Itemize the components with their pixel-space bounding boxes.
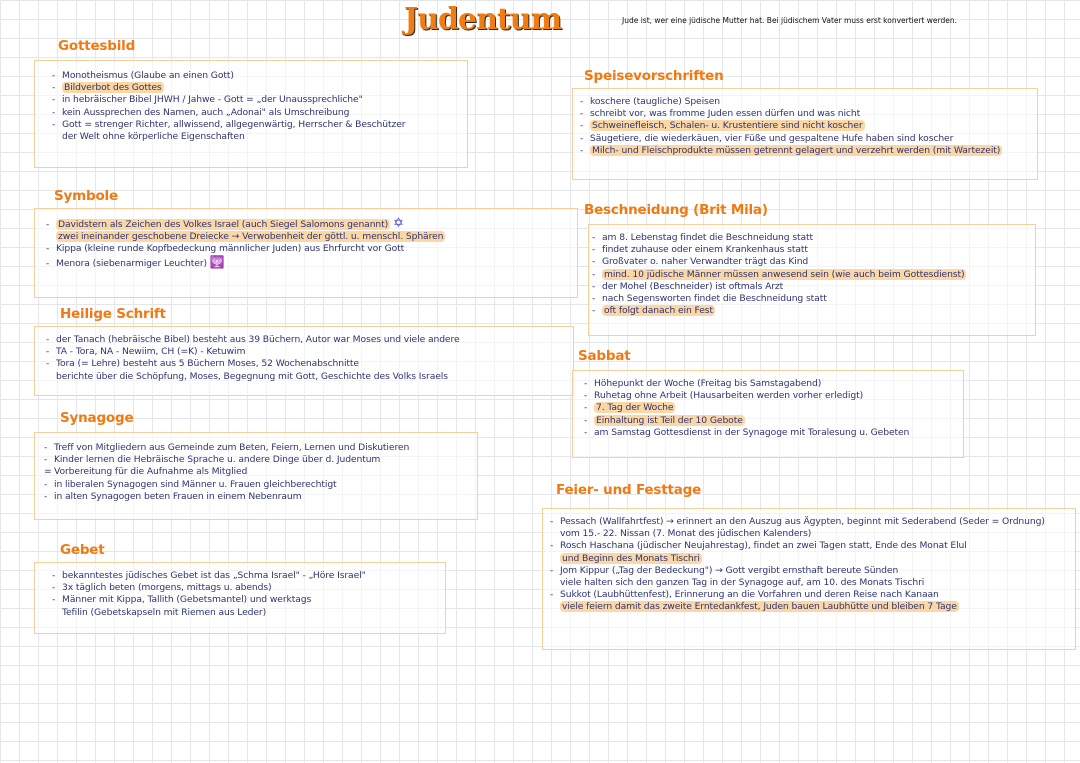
list-item: - kein Aussprechen des Namen, auch „Adonai" als Umschreibung [52, 106, 350, 118]
list-item: - in alten Synagogen beten Frauen in einem Nebenraum [44, 490, 302, 502]
heading-gottesbild: Gottesbild [58, 38, 136, 54]
heading-gebet: Gebet [60, 542, 105, 558]
list-item: - Ruhetag ohne Arbeit (Hausarbeiten werden vorher erledigt) [584, 390, 864, 402]
heading-symbole: Symbole [54, 188, 118, 204]
list-synagoge [44, 442, 409, 503]
heading-synagoge: Synagoge [60, 410, 134, 426]
list-item: - mind. 10 jüdische Männer müssen anwesend sein (wie auch beim Gottesdienst) [592, 268, 965, 280]
list-item: - 7. Tag der Woche [584, 402, 674, 414]
list-heilige-schrift [46, 334, 460, 383]
list-item: der Welt ohne körperliche Eigenschaften [62, 131, 245, 143]
list-item: - Treff von Mitgliedern aus Gemeinde zum Beten, Feiern, Lernen und Diskutieren [44, 442, 410, 453]
list-item: - in liberalen Synagogen sind Männer u. Frauen gleichberechtigt [44, 478, 337, 490]
list-item: - TA - Tora, NA - Newiim, CH (=K) - Ketuwim [46, 346, 246, 358]
list-item: - schreibt vor, was fromme Juden essen dürfen und was nicht [580, 108, 861, 120]
list-sabbat [584, 378, 909, 439]
heading-speisevorschriften: Speisevorschriften [584, 68, 724, 84]
list-item: - Höhepunkt der Woche (Freitag bis Samstagabend) [584, 378, 822, 389]
list-item: - Männer mit Kippa, Tallith (Gebetsmantel) und werktags [52, 594, 312, 606]
list-item: - Tora (= Lehre) besteht aus 5 Büchern Moses, 52 Wochenabschnitte [46, 358, 359, 370]
list-item: - Schweinefleisch, Schalen- u. Krustentiere sind nicht koscher [580, 120, 863, 132]
list-item: - Bildverbot des Gottes [52, 82, 162, 94]
list-gottesbild [52, 70, 405, 143]
list-item: - Kinder lernen die Hebräische Sprache u. andere Dinge über d. Judentum [44, 454, 381, 466]
list-item: - koschere (taugliche) Speisen [580, 96, 721, 107]
list-item: - bekanntestes jüdisches Gebet ist das „Schma Israel" - „Höre Israel" [52, 570, 366, 581]
list-item: - Milch- und Fleischprodukte müssen getrennt gelagert und verzehrt werden (mit Wartezeit) [580, 144, 1001, 156]
list-item: - der Tanach (hebräische Bibel) besteht aus 39 Büchern, Autor war Moses und viele andere [46, 334, 460, 345]
page-title: Judentum [404, 2, 562, 37]
heading-feiertage: Feier- und Festtage [556, 482, 702, 498]
list-item: - der Mohel (Beschneider) ist oftmals Arzt [592, 280, 784, 292]
list-item: viele feiern damit das zweite Erntedankfest, Juden bauen Laubhütte und bleiben 7 Tage [562, 601, 957, 613]
list-item: - Pessach (Wallfahrtfest) → erinnert an den Auszug aus Ägypten, beginnt mit Sederabend (Seder = Ordnung) [550, 516, 1045, 527]
heading-beschneidung: Beschneidung (Brit Mila) [584, 202, 768, 218]
list-item: - in hebräischer Bibel JHWH / Jahwe - Gott = „der Unaussprechliche" [52, 94, 363, 106]
list-item: zwei ineinander geschobene Dreiecke → Verwobenheit der göttl. u. menschl. Sphären [58, 231, 444, 243]
list-item: - Sukkot (Laubhüttenfest), Erinnerung an die Vorfahren und deren Reise nach Kanaan [550, 589, 939, 601]
list-feiertage [550, 516, 1045, 614]
list-item: berichte über die Schöpfung, Moses, Begegnung mit Gott, Geschichte des Volks Israels [56, 370, 448, 382]
list-item: - Kippa (kleine runde Kopfbedeckung männlicher Juden) aus Ehrfurcht vor Gott [46, 243, 405, 255]
list-item: - Menora (siebenarmiger Leuchter) 🕎 [46, 254, 225, 269]
star-of-david-icon: ✡ [392, 216, 404, 231]
list-item: = Vorbereitung für die Aufnahme als Mitglied [44, 466, 248, 478]
list-item: - Rosch Haschana (jüdischer Neujahrestag), findet an zwei Tagen statt, Ende des Monat Elul [550, 540, 967, 552]
list-item: - Jom Kippur („Tag der Bedeckung") → Gott vergibt ernsthaft bereute Sünden [550, 564, 899, 576]
list-item: - am Samstag Gottesdienst in der Synagoge mit Toralesung u. Gebeten [584, 426, 910, 438]
heading-heilige-schrift: Heilige Schrift [60, 306, 166, 322]
list-item: Tefilin (Gebetskapseln mit Riemen aus Leder) [62, 606, 267, 618]
list-item: - Großvater o. naher Verwandter trägt das Kind [592, 256, 809, 268]
list-item: - findet zuhause oder einem Krankenhaus statt [592, 244, 808, 256]
header-note: Jude ist, wer eine jüdische Mutter hat. Bei jüdischem Vater muss erst konvertiert werden. [622, 16, 957, 25]
list-item: - Einhaltung ist Teil der 10 Gebote [584, 414, 743, 426]
list-gebet [52, 570, 366, 619]
list-item: - nach Segensworten findet die Beschneidung statt [592, 293, 827, 305]
list-item: viele halten sich den ganzen Tag in der Synagoge auf, am 10. des Monats Tischri [560, 577, 925, 589]
list-item: - oft folgt danach ein Fest [592, 305, 713, 317]
list-item: - Davidstern als Zeichen des Volkes Israel (auch Siegel Salomons genannt) ✡ [46, 216, 404, 231]
list-item: und Beginn des Monats Tischri [562, 552, 700, 564]
list-symbole [46, 218, 445, 270]
heading-sabbat: Sabbat [578, 348, 631, 364]
list-speisevorschriften [580, 96, 1002, 157]
list-beschneidung [592, 232, 966, 317]
menorah-icon: 🕎 [209, 254, 225, 269]
list-item: - Monotheismus (Glaube an einen Gott) [52, 70, 234, 81]
list-item: - 3x täglich beten (morgens, mittags u. abends) [52, 582, 272, 594]
list-item: - Säugetiere, die wiederkäuen, vier Füße und gespaltene Hufe haben sind koscher [580, 132, 954, 144]
list-item: - am 8. Lebenstag findet die Beschneidung statt [592, 232, 814, 243]
list-item: vom 15.- 22. Nissan (7. Monat des jüdischen Kalenders) [560, 528, 812, 540]
list-item: - Gott = strenger Richter, allwissend, allgegenwärtig, Herrscher & Beschützer [52, 118, 406, 130]
